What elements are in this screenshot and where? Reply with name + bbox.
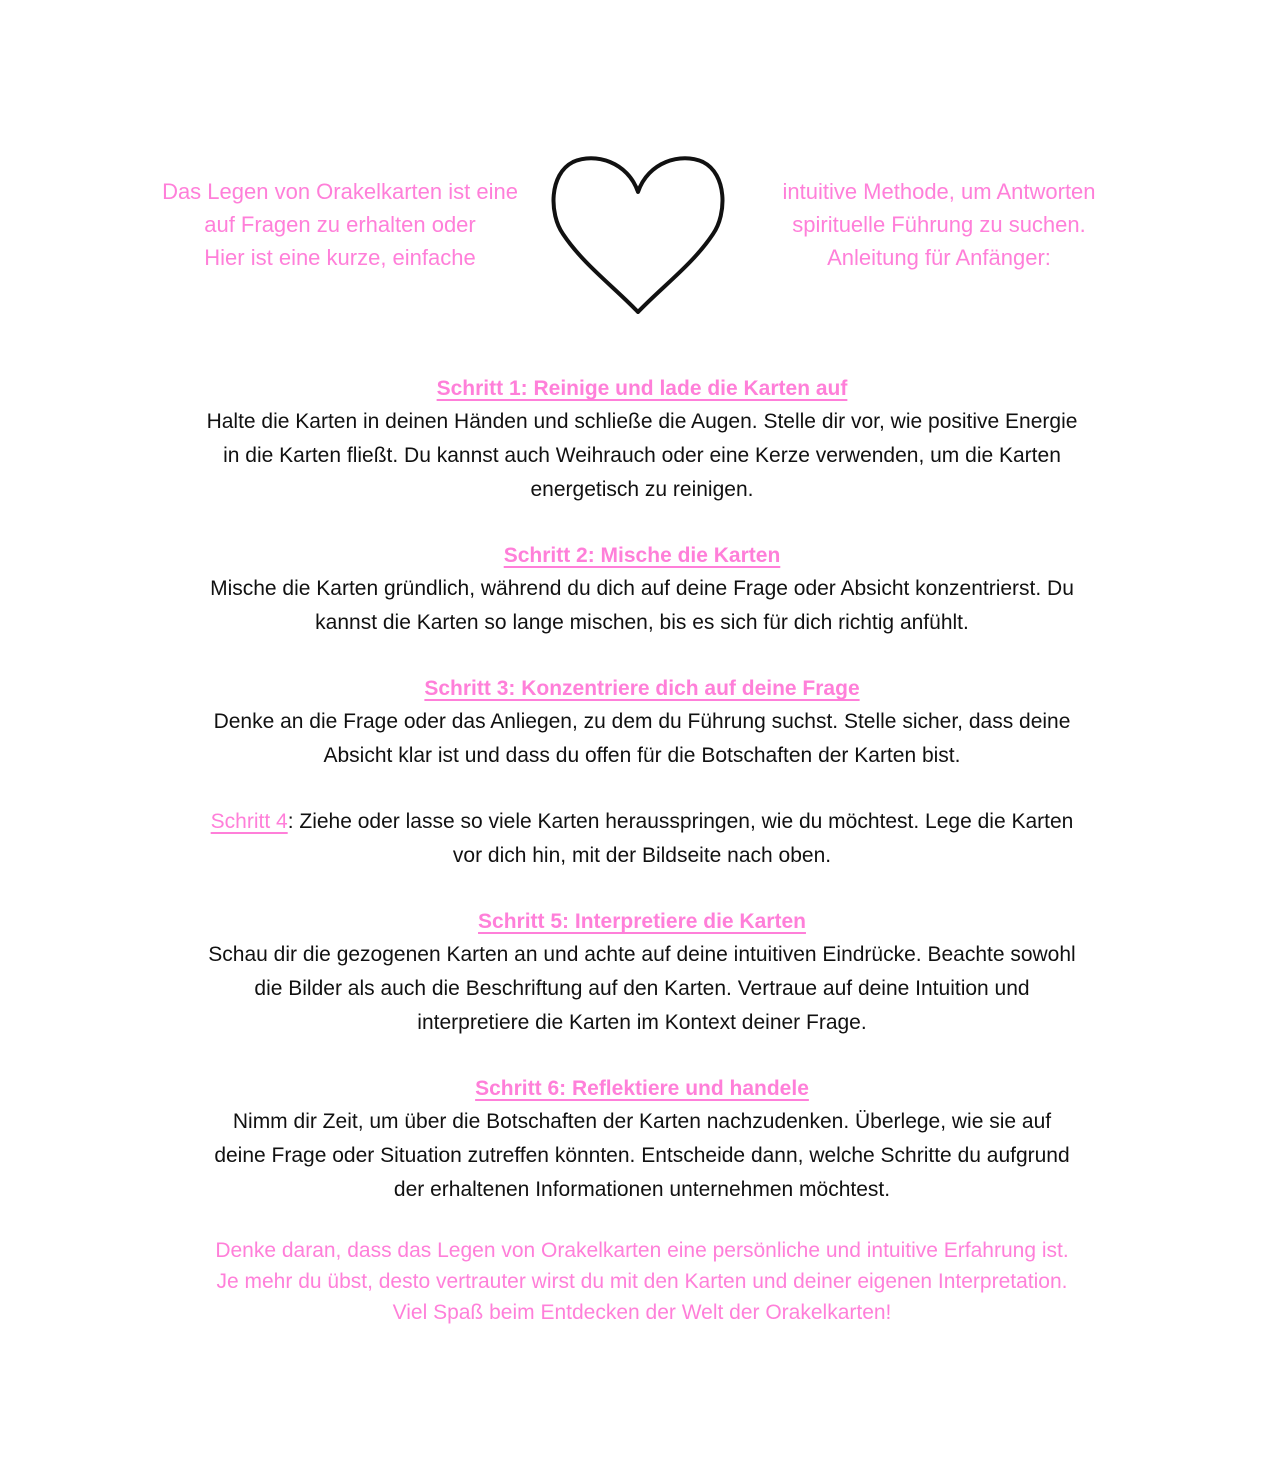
closing-line: Denke daran, dass das Legen von Orakelkarten eine persönliche und intuitive Erfahrung ist. — [215, 1239, 1069, 1262]
intro-left-line: Das Legen von Orakelkarten ist eine — [162, 179, 518, 204]
step-title: Schritt 1: Reinige und lade die Karten auf — [436, 377, 848, 400]
intro-right-column — [729, 175, 1149, 274]
step-text-line: Schau dir die gezogenen Karten an und achte auf deine intuitiven Eindrücke. Beachte sowohl — [208, 943, 1076, 966]
step-text-line: die Bilder als auch die Beschriftung auf den Karten. Vertraue auf deine Intuition und — [254, 977, 1030, 1000]
step-text-line: kannst die Karten so lange mischen, bis es sich für dich richtig anfühlt. — [315, 611, 969, 634]
heart-outline-icon — [551, 148, 725, 314]
step-text-line — [132, 805, 1152, 839]
closing-line: Je mehr du übst, desto vertrauter wirst du mit den Karten und deiner eigenen Interpretation. — [216, 1270, 1068, 1293]
step-title: Schritt 5: Interpretiere die Karten — [478, 910, 806, 933]
intro-right-line: spirituelle Führung zu suchen. — [792, 212, 1086, 237]
step-text-line: in die Karten fließt. Du kannst auch Weihrauch oder eine Kerze verwenden, um die Karten — [223, 444, 1061, 467]
step-text-line: vor dich hin, mit der Bildseite nach oben. — [452, 844, 832, 867]
step-1 — [132, 372, 1152, 507]
intro-left-line: auf Fragen zu erhalten oder — [204, 212, 476, 237]
step-text-line: interpretiere die Karten im Kontext deiner Frage. — [417, 1011, 867, 1034]
step-2 — [132, 539, 1152, 640]
step-text-line: Denke an die Frage oder das Anliegen, zu dem du Führung suchst. Stelle sicher, dass deine — [213, 710, 1071, 733]
intro-left-column — [130, 175, 550, 274]
intro-left-line: Hier ist eine kurze, einfache — [204, 245, 476, 270]
intro-right-line: intuitive Methode, um Antworten — [782, 179, 1096, 204]
closing-note — [132, 1235, 1152, 1328]
intro-right-line: Anleitung für Anfänger: — [827, 245, 1051, 270]
step-inline-text: : Ziehe oder lasse so viele Karten herausspringen, wie du möchtest. Lege die Karten — [287, 810, 1074, 833]
step-title: Schritt 6: Reflektiere und handele — [475, 1077, 809, 1100]
step-title: Schritt 3: Konzentriere dich auf deine Frage — [424, 677, 860, 700]
step-6 — [132, 1072, 1152, 1207]
step-text-line: deine Frage oder Situation zutreffen könnten. Entscheide dann, welche Schritte du aufgrund — [214, 1144, 1070, 1167]
step-text-line: Mische die Karten gründlich, während du dich auf deine Frage oder Absicht konzentrierst. Du — [210, 577, 1074, 600]
step-title: Schritt 2: Mische die Karten — [503, 544, 781, 567]
step-text-line: Halte die Karten in deinen Händen und schließe die Augen. Stelle dir vor, wie positive Energie — [206, 410, 1078, 433]
step-text-line: Nimm dir Zeit, um über die Botschaften der Karten nachzudenken. Überlege, wie sie auf — [232, 1110, 1052, 1133]
step-text-line: der erhaltenen Informationen unternehmen möchtest. — [393, 1178, 891, 1201]
step-text-line: Absicht klar ist und dass du offen für die Botschaften der Karten bist. — [323, 744, 961, 767]
step-title: Schritt 4 — [210, 810, 288, 833]
step-3 — [132, 672, 1152, 773]
steps-section — [132, 372, 1152, 1239]
step-5 — [132, 905, 1152, 1040]
step-4 — [132, 805, 1152, 873]
closing-line: Viel Spaß beim Entdecken der Welt der Orakelkarten! — [392, 1301, 892, 1324]
step-text-line: energetisch zu reinigen. — [530, 478, 754, 501]
